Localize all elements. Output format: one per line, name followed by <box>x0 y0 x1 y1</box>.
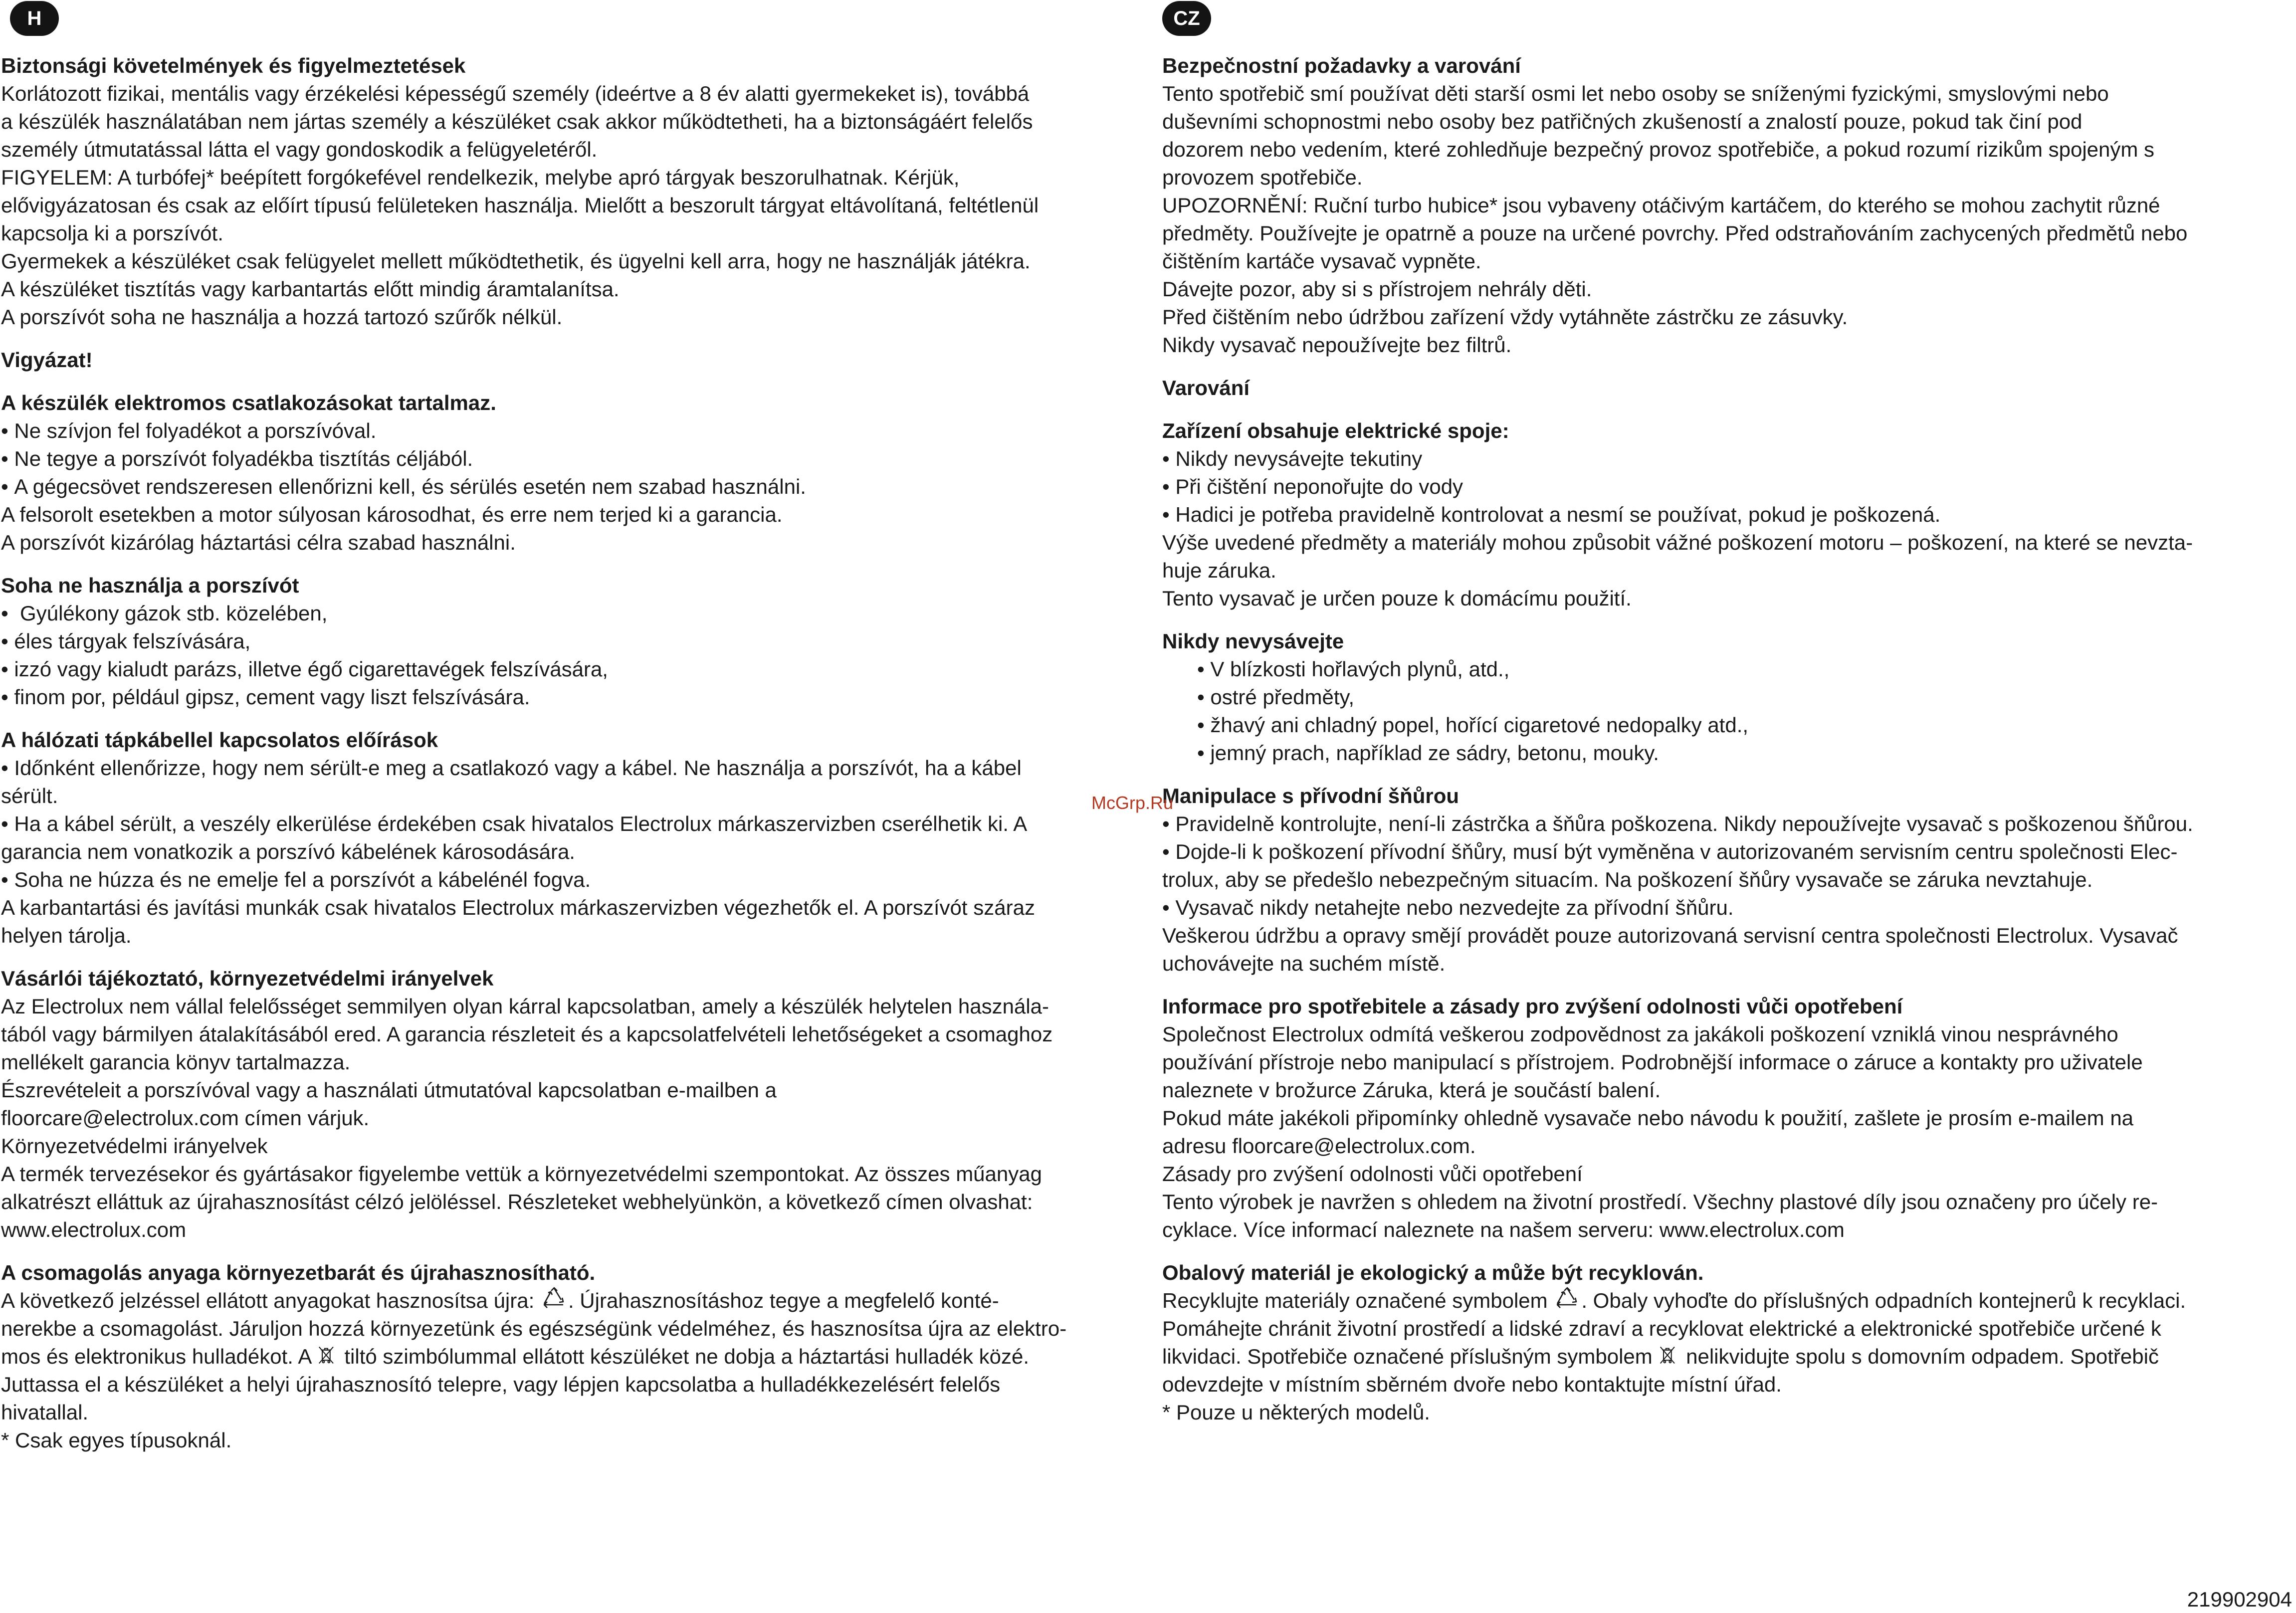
bullet-item: • Nikdy nevysávejte tekutiny <box>1162 445 2295 473</box>
paragraph-line: Tento spotřebič smí používat děti starší osmi let nebo osoby se sníženými fyzickými, smyslovými nebo <box>1162 82 2109 105</box>
paragraph-line: Zásady pro zvýšení odolnosti vůči opotřebení <box>1162 1162 1583 1186</box>
section-heading: Biztonsági követelmények és figyelmeztetések <box>1 54 466 77</box>
footnote: * Pouze u některých modelů. <box>1162 1401 1430 1424</box>
paragraph-line: garancia nem vonatkozik a porszívó kábelének károsodására. <box>1 840 575 863</box>
paragraph-line: nerekbe a csomagolást. Járuljon hozzá környezetünk és egészségünk védelméhez, és hasznosítsa újra az elektro- <box>1 1317 1067 1340</box>
bullet-item: • ostré předměty, <box>1162 683 2295 711</box>
section-consumer-info <box>1162 993 2295 1244</box>
paragraph-line: A karbantartási és javítási munkák csak hivatalos Electrolux márkaszervizben végezhetők el. A porszívót száraz <box>1 896 1035 919</box>
paragraph-line: alkatrészt elláttuk az újrahasznosítást célzó jelöléssel. Részleteket webhelyünkön, a következő címen olvashat: <box>1 1190 1033 1213</box>
paragraph-line: Před čištěním nebo údržbou zařízení vždy vytáhněte zástrčku ze zásuvky. <box>1162 305 1848 329</box>
bullet-item: • A gégecsövet rendszeresen ellenőrizni kell, és sérülés esetén nem szabad használni. <box>1 473 1138 501</box>
paragraph-line: Dávejte pozor, aby si s přístrojem nehrály děti. <box>1162 277 1592 301</box>
paragraph-line: trolux, aby se předešlo nebezpečným situacím. Na poškození šňůry vysavače se záruka nevztahuje. <box>1162 868 2093 891</box>
bullet-item: • éles tárgyak felszívására, <box>1 627 1138 655</box>
bullet-item: • finom por, például gipsz, cement vagy liszt felszívására. <box>1 683 1138 711</box>
paragraph-line: uchovávejte na suchém místě. <box>1162 952 1446 975</box>
paragraph-line: cyklace. Více informací naleznete na našem serveru: www.electrolux.com <box>1162 1218 1845 1241</box>
watermark: McGrp.Ru <box>1091 793 1174 813</box>
section-power-cable <box>1 726 1138 950</box>
paragraph-line: Nikdy vysavač nepoužívejte bez filtrů. <box>1162 333 1512 357</box>
bullet-item: • Ne szívjon fel folyadékot a porszívóval. <box>1 417 1138 445</box>
section-never-use <box>1 572 1138 711</box>
recycle-icon <box>540 1287 568 1312</box>
section-heading: Vásárlói tájékoztató, környezetvédelmi irányelvek <box>1 967 494 990</box>
paragraph-line: duševními schopnostmi nebo osoby bez patřičných zkušeností a znalostí pouze, pokud tak činí pod <box>1162 110 2083 133</box>
paragraph-line: Výše uvedené předměty a materiály mohou způsobit vážné poškození motoru – poškození, na které se nevzta- <box>1162 531 2193 554</box>
section-safety <box>1162 52 2295 359</box>
paragraph-line: UPOZORNĚNÍ: Ruční turbo hubice* jsou vybaveny otáčivým kartáčem, do kterého se mohou zachytit různé <box>1162 194 2160 217</box>
paragraph-line: Veškerou údržbu a opravy smějí provádět pouze autorizovaná servisní centra společnosti Electrolux. Vysavač <box>1162 924 2178 947</box>
paragraph-line: huje záruka. <box>1162 559 1276 582</box>
section-power-cord <box>1162 782 2295 978</box>
paragraph-line: hivatallal. <box>1 1401 89 1424</box>
paragraph-line: Észrevételeit a porszívóval vagy a használati útmutatóval kapcsolatban e-mailben a <box>1 1078 777 1102</box>
paragraph-line: www.electrolux.com <box>1 1218 187 1241</box>
section-heading: Manipulace s přívodní šňůrou <box>1162 784 1460 807</box>
bullet-item: • jemný prach, například ze sádry, betonu, mouky. <box>1162 739 2295 767</box>
text-fragment: tiltó szimbólummal ellátott készüléket ne dobja a háztartási hulladék közé. <box>338 1345 1030 1368</box>
paragraph-line: mellékelt garancia könyv tartalmazza. <box>1 1050 351 1074</box>
section-heading: Informace pro spotřebitele a zásady pro zvýšení odolnosti vůči opotřebení <box>1162 995 1903 1018</box>
section-warning <box>1162 374 2295 402</box>
bullet-item: • Hadici je potřeba pravidelně kontrolovat a nesmí se používat, pokud je poškozená. <box>1162 501 2295 529</box>
czech-content <box>1162 52 2295 1441</box>
paragraph-line <box>1 1343 1138 1371</box>
paragraph-line: provozem spotřebiče. <box>1162 166 1363 189</box>
paragraph-line: • Pravidelně kontrolujte, není-li zástrčka a šňůra poškozena. Nikdy nepoužívejte vysavač s poškozenou šňůrou. <box>1162 812 2193 835</box>
paragraph-line: Pokud máte jakékoli připomínky ohledně vysavače nebo návodu k použití, zašlete je prosím e-mailem na <box>1162 1106 2134 1130</box>
paragraph-line: A porszívót kizárólag háztartási célra szabad használni. <box>1 531 516 554</box>
section-heading: Bezpečnostní požadavky a varování <box>1162 54 1521 77</box>
section-heading: Soha ne használja a porszívót <box>1 574 299 597</box>
paragraph-line: Tento výrobek je navržen s ohledem na životní prostředí. Všechny plastové díly jsou označeny pro účely re- <box>1162 1190 2158 1213</box>
bullet-item: • Gyúlékony gázok stb. közelében, <box>1 600 1138 627</box>
text-fragment: Recyklujte materiály označené symbolem <box>1162 1289 1554 1312</box>
paragraph-line: Gyermekek a készüléket csak felügyelet mellett működtethetik, és ügyelni kell arra, hogy ne használják játékra. <box>1 249 1031 273</box>
section-heading: A hálózati tápkábellel kapcsolatos előírások <box>1 728 438 752</box>
paragraph-line: • Vysavač nikdy netahejte nebo nezvedejte za přívodní šňůru. <box>1162 896 1734 919</box>
crossed-out-bin-icon <box>317 1343 339 1368</box>
section-consumer-info <box>1 965 1138 1244</box>
section-heading: A készülék elektromos csatlakozásokat tartalmaz. <box>1 391 496 414</box>
paragraph-line: a készülék használatában nem jártas személy a készüléket csak akkor működtetheti, ha a biztonságáért felelős <box>1 110 1033 133</box>
hungarian-content <box>1 52 1138 1469</box>
paragraph-line: A készüléket tisztítás vagy karbantartás előtt mindig áramtalanítsa. <box>1 277 620 301</box>
section-packaging <box>1162 1259 2295 1426</box>
section-heading: Vigyázat! <box>1 348 93 372</box>
paragraph-line: A porszívót soha ne használja a hozzá tartozó szűrők nélkül. <box>1 305 563 329</box>
paragraph-line: předměty. Používejte je opatrně a pouze na určené povrchy. Před odstraňováním zachycených předmětů nebo <box>1162 221 2188 245</box>
text-fragment: . Obaly vyhoďte do příslušných odpadních kontejnerů k recyklaci. <box>1581 1289 2186 1312</box>
language-badge-h: H <box>10 1 59 36</box>
section-heading: Zařízení obsahuje elektrické spoje: <box>1162 419 1509 442</box>
paragraph-line: Korlátozott fizikai, mentális vagy érzékelési képességű személy (ideértve a 8 év alatti gyermekeket is), továbbá <box>1 82 1030 105</box>
section-electric <box>1 389 1138 557</box>
paragraph-line: Pomáhejte chránit životní prostředí a lidské zdraví a recyklovat elektrické a elektronické spotřebiče určené k <box>1162 1317 2161 1340</box>
section-safety <box>1 52 1138 331</box>
section-packaging <box>1 1259 1138 1454</box>
footnote: * Csak egyes típusoknál. <box>1 1428 232 1452</box>
paragraph-line: Környezetvédelmi irányelvek <box>1 1134 268 1158</box>
paragraph-line: Az Electrolux nem vállal felelősséget semmilyen olyan kárral kapcsolatban, amely a készülék helytelen használa- <box>1 995 1049 1018</box>
document-number: 219902904 <box>2187 1588 2292 1611</box>
paragraph-line: FIGYELEM: A turbófej* beépített forgókefével rendelkezik, melybe apró tárgyak beszorulhatnak. Kérjük, <box>1 166 960 189</box>
paragraph-line: tából vagy bármilyen átalakításából ered. A garancia részleteit és a kapcsolatfelvételi lehetőségeket a csomaghoz <box>1 1022 1053 1046</box>
paragraph-line: A felsorolt esetekben a motor súlyosan károsodhat, és erre nem terjed ki a garancia. <box>1 503 783 526</box>
paragraph-line: • Időnként ellenőrizze, hogy nem sérült-e meg a csatlakozó vagy a kábel. Ne használja a porszívót, ha a kábel <box>1 756 1022 780</box>
crossed-out-bin-icon <box>1658 1343 1680 1368</box>
language-badge-cz: CZ <box>1162 1 1211 36</box>
paragraph-line: Juttassa el a készüléket a helyi újrahasznosító telepre, vagy lépjen kapcsolatba a hulladékkezelésért felelős <box>1 1373 1001 1396</box>
bullet-item: • izzó vagy kialudt parázs, illetve égő cigarettavégek felszívására, <box>1 655 1138 683</box>
paragraph-line: floorcare@electrolux.com címen várjuk. <box>1 1106 370 1130</box>
paragraph-line: személy útmutatással látta el vagy gondoskodik a felügyeletéről. <box>1 138 598 161</box>
section-heading: Obalový materiál je ekologický a může být recyklován. <box>1162 1261 1704 1284</box>
paragraph-line: odevzdejte v místním sběrném dvoře nebo kontaktujte místní úřad. <box>1162 1373 1782 1396</box>
text-fragment: A következő jelzéssel ellátott anyagokat hasznosítsa újra: <box>1 1289 540 1312</box>
text-fragment: likvidaci. Spotřebiče označené příslušným symbolem <box>1162 1345 1659 1368</box>
czech-column <box>1162 0 2295 1613</box>
paragraph-line <box>1 1287 1138 1315</box>
paragraph-line: helyen tárolja. <box>1 924 132 947</box>
bullet-item: • Při čištění neponořujte do vody <box>1162 473 2295 501</box>
text-fragment: nelikvidujte spolu s domovním odpadem. Spotřebič <box>1680 1345 2159 1368</box>
paragraph-line: elővigyázatosan és csak az előírt típusú felületeken használja. Mielőtt a beszorult tárgyat eltávolítaná, feltétlenül <box>1 194 1039 217</box>
paragraph-line: používání přístroje nebo manipulací s přístrojem. Podrobnější informace o záruce a kontakty pro uživatele <box>1162 1050 2143 1074</box>
paragraph-line: kapcsolja ki a porszívót. <box>1 221 223 245</box>
paragraph-line: adresu floorcare@electrolux.com. <box>1162 1134 1476 1158</box>
text-fragment: mos és elektronikus hulladékot. A <box>1 1345 317 1368</box>
paragraph-line <box>1162 1343 2295 1371</box>
paragraph-line: Tento vysavač je určen pouze k domácímu použití. <box>1162 587 1632 610</box>
paragraph-line: • Soha ne húzza és ne emelje fel a porszívót a kábelénél fogva. <box>1 868 591 891</box>
section-heading: A csomagolás anyaga környezetbarát és újrahasznosítható. <box>1 1261 596 1284</box>
recycle-icon <box>1553 1287 1581 1312</box>
bullet-item: • V blízkosti hořlavých plynů, atd., <box>1162 655 2295 683</box>
paragraph-line: dozorem nebo vedením, které zohledňuje bezpečný provoz spotřebiče, a pokud rozumí rizikům spojeným s <box>1162 138 2155 161</box>
paragraph-line: sérült. <box>1 784 58 807</box>
hungarian-column <box>1 0 1138 1613</box>
paragraph-line <box>1162 1287 2295 1315</box>
bullet-item: • žhavý ani chladný popel, hořící cigaretové nedopalky atd., <box>1162 711 2295 739</box>
paragraph-line: naleznete v brožurce Záruka, která je součástí balení. <box>1162 1078 1661 1102</box>
text-fragment: . Újrahasznosításhoz tegye a megfelelő konté- <box>568 1289 999 1312</box>
paragraph-line: Společnost Electrolux odmítá veškerou zodpovědnost za jakákoli poškození vzniklá vinou nesprávného <box>1162 1022 2118 1046</box>
section-electric <box>1162 417 2295 612</box>
paragraph-line: • Dojde-li k poškození přívodní šňůry, musí být vyměněna v autorizovaném servisním centru společnosti Elec- <box>1162 840 2178 863</box>
paragraph-line: • Ha a kábel sérült, a veszély elkerülése érdekében csak hivatalos Electrolux márkaszervizben cserélhetik ki. A <box>1 812 1028 835</box>
section-never-vacuum <box>1162 627 2295 767</box>
section-heading: Varování <box>1162 376 1250 400</box>
paragraph-line: čištěním kartáče vysavač vypněte. <box>1162 249 1481 273</box>
section-caution <box>1 346 1138 374</box>
section-heading: Nikdy nevysávejte <box>1162 629 1344 653</box>
bullet-item: • Ne tegye a porszívót folyadékba tisztítás céljából. <box>1 445 1138 473</box>
paragraph-line: A termék tervezésekor és gyártásakor figyelembe vettük a környezetvédelmi szempontokat. Az összes műanyag <box>1 1162 1042 1186</box>
